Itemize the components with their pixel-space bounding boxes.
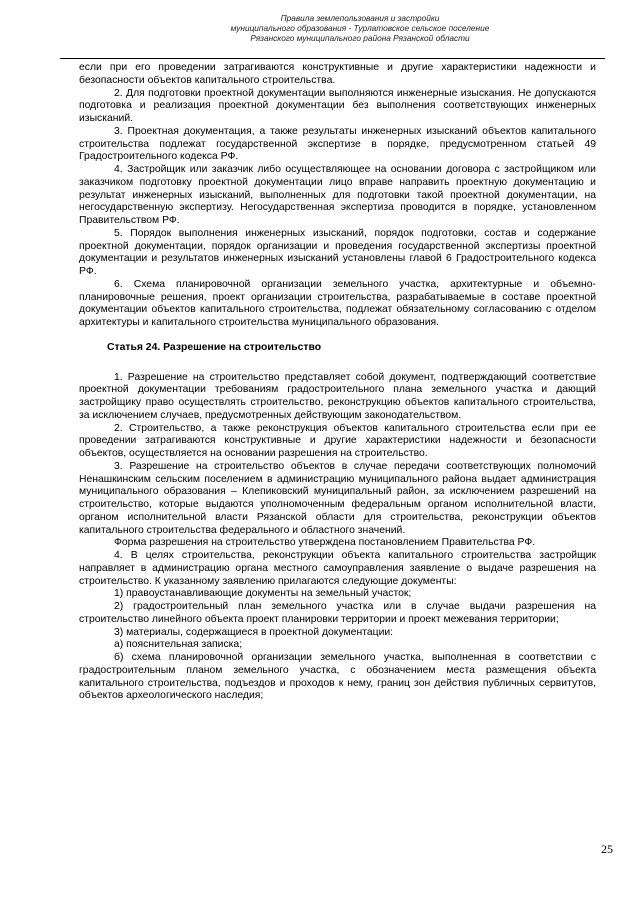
running-header: [100, 13, 620, 43]
paragraph: если при его проведении затрагиваются конструктивные и другие характеристики надежности и безопасности объектов капитального строительства.: [79, 62, 596, 86]
header-divider: [60, 58, 605, 59]
paragraph: 5. Порядок выполнения инженерных изысканий, порядок подготовки, состав и содержание проектной документации, порядок организации и проведения государственной экспертизы проектной документации и результатов инженерных изысканий установлены главой 6 Градостроительного кодекса РФ.: [79, 227, 596, 277]
paragraph: 1. Разрешение на строительство представляет собой документ, подтверждающий соответствие проектной документации требованиям градостроительного плана земельного участка и дающий застройщику право осуществлять строительство, реконструкцию объектов капитального строительства, за исключением случаев, предусмотренных действующим законодательством.: [79, 371, 596, 421]
article-heading: Статья 24. Разрешение на строительство: [107, 341, 322, 353]
page-number: 25: [601, 842, 613, 856]
list-item: б) схема планировочной организации земельного участка, выполненная в соответствии с градостроительным планом земельного участка, с обозначением места размещения объекта капитального строительства, подъездов и проходов к нему, границ зон действия публичных сервитутов, объектов археологического наследия;: [79, 652, 596, 702]
paragraph: 6. Схема планировочной организации земельного участка, архитектурные и объемно-планировочные решения, проект организации строительства, разрабатываемые в составе проектной документации объектов капитального строительства, подлежат обязательному согласованию с отделом архитектуры и капитального строительства муниципального образования.: [79, 278, 596, 328]
paragraph: 2. Для подготовки проектной документации выполняются инженерные изыскания. Не допускаются подготовка и реализация проектной документации без выполнения соответствующих инженерных изысканий.: [79, 87, 596, 124]
header-line-2: муниципального образования - Турлатовское сельское поселение: [230, 23, 490, 33]
paragraph: 3. Разрешение на строительство объектов в случае передачи соответствующих полномочий Ненашкинским сельским поселением в администрацию муниципального района выдает администрация муниципального образования – Клепиковский муниципальный район, за исключением разрешений на строительство, которые выдаются уполномоченным федеральным органом исполнительной власти, органом исполнительной власти Рязанской области для строительства, реконструкции объектов капитального строительства федерального и областного значений.: [79, 460, 596, 536]
list-item: 1) правоустанавливающие документы на земельный участок;: [114, 588, 412, 600]
paragraph: Форма разрешения на строительство утверждена постановлением Правительства РФ.: [114, 537, 536, 549]
document-body: [79, 62, 596, 703]
paragraph: 4. В целях строительства, реконструкции объекта капитального строительства застройщик направляет в администрацию органа местного самоуправления заявление о выдаче разрешения на строительство. К указанному заявлению прилагаются следующие документы:: [79, 550, 596, 587]
list-item: 3) материалы, содержащиеся в проектной документации:: [114, 626, 394, 638]
list-item: а) пояснительная записка;: [114, 639, 243, 651]
paragraph: 4. Застройщик или заказчик либо осуществляющее на основании договора с застройщиком или заказчиком подготовку проектной документации лицо вправе направить проектную документацию и результат инженерных изысканий, выполненных для подготовки такой проектной документации, на негосударственную экспертизу. Негосударственная экспертиза проводится в порядке, установленном Правительством РФ.: [79, 164, 596, 226]
header-line-1: Правила землепользования и застройки: [280, 13, 440, 23]
paragraph: 2. Строительство, а также реконструкция объектов капитального строительства если при ее проведении затрагиваются конструктивные и другие характеристики надежности и безопасности объектов, осуществляется на основании разрешения на строительство.: [79, 422, 596, 459]
header-line-3: Рязанского муниципального района Рязанской области: [250, 33, 470, 43]
list-item: 2) градостроительный план земельного участка или в случае выдачи разрешения на строительство линейного объекта проект планировки территории и проект межевания территории;: [79, 601, 596, 625]
paragraph: 3. Проектная документация, а также результаты инженерных изысканий объектов капитального строительства подлежат государственной экспертизе в порядке, предусмотренном статьей 49 Градостроительного кодекса РФ.: [79, 125, 596, 163]
